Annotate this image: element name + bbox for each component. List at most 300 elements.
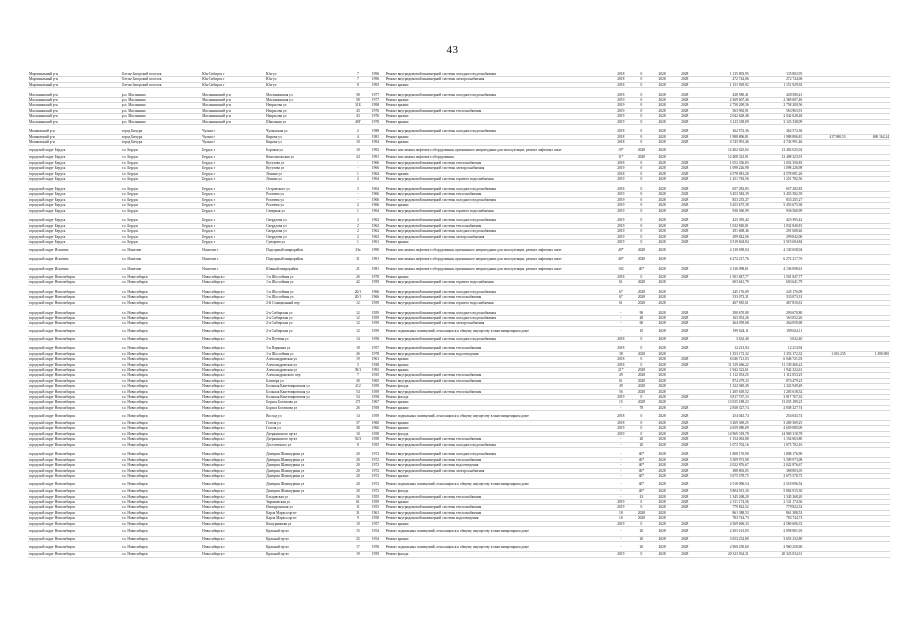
table-cell: г.о. Новосибирск [121, 395, 201, 400]
table-cell: 2019 [609, 521, 632, 526]
table-cell: Свердлова ул [265, 223, 350, 228]
table-cell: 4 743 991,46 [750, 140, 804, 145]
table-cell: 0 [632, 166, 651, 171]
table-cell: 2028 [651, 500, 674, 505]
table-cell: 10* [609, 145, 632, 155]
table-cell: 1954 [366, 527, 385, 537]
table-cell: Маслянинский р-н [201, 103, 265, 108]
table-cell: 3 269 369,25 [750, 421, 804, 426]
table-cell: 14 [350, 411, 366, 421]
table-cell: 1-я Шоссейная ул [265, 290, 350, 295]
table-cell: Ремонт крыши [385, 521, 610, 526]
table-cell: 16 [609, 516, 632, 521]
table-cell: г.о. Бердск [121, 145, 201, 155]
table-cell: 2028 [651, 255, 674, 265]
table-cell: 2019 [609, 166, 632, 171]
table-cell: 2028 [673, 411, 696, 421]
table-cell: 2028 [673, 437, 696, 442]
table-cell: Ремонт фасада [385, 384, 610, 389]
table-cell: городской округ Новосибирск [28, 510, 121, 515]
table-cell: 2028 [651, 474, 674, 479]
table-cell: 1966 [366, 160, 385, 165]
table-cell: 0 [632, 192, 651, 197]
table-cell: 0 [632, 421, 651, 426]
table-cell: 425 395,42 [750, 218, 804, 223]
table-cell: 1-я Шоссейная ул [265, 274, 350, 279]
table-cell: 1 073 702,16 [696, 442, 750, 447]
table-cell: Ремонт подвальных помещений, относящихся к общему имуществу в многоквартирном доме [385, 479, 610, 489]
table-cell: городской округ Новосибирск [28, 400, 121, 405]
table-cell: 2 758 200,56 [696, 103, 750, 108]
table-cell: 0 [632, 114, 651, 119]
table-cell: городской округ Новосибирск [28, 426, 121, 431]
table-cell: 11* [609, 155, 632, 160]
table-cell: 2028 [651, 234, 674, 239]
table-cell: 2 [350, 234, 366, 239]
table-cell: 603 641,79 [750, 280, 804, 285]
table-cell: 2019 [609, 98, 632, 103]
table-cell: - [609, 442, 632, 447]
table-cell: 20 [350, 463, 366, 468]
table-cell: 2028 [651, 160, 674, 165]
table-cell: 1 988 806,81 [750, 134, 804, 139]
table-cell: Ремонт подвальных помещений, относящихся к общему имуществу в многоквартирном доме [385, 326, 610, 336]
table-cell: Маслянинский р-н [201, 98, 265, 103]
table-cell: 1 942 322,61 [696, 367, 750, 372]
table-cell: Некрасова ул [265, 103, 350, 108]
table-cell: Маргинальный р-н [28, 72, 121, 77]
table-cell: 3 632,40 [696, 336, 750, 341]
table-cell: 254 043,74 [696, 411, 750, 421]
table-cell: 1993 [366, 82, 385, 87]
table-cell: 5 804 915,30 [696, 489, 750, 494]
table-cell: городской округ Бердск [28, 166, 121, 171]
table-cell: 779 822,52 [696, 505, 750, 510]
table-cell: - [609, 463, 632, 468]
table-cell: городской округ Новосибирск [28, 290, 121, 295]
table-cell [673, 255, 696, 265]
table-cell: городской округ Новосибирск [28, 405, 121, 410]
table-cell: 1996 [366, 72, 385, 77]
table-cell: 3 509 973,08 [750, 457, 804, 462]
table-cell: г.о. Новосибирск [121, 336, 201, 341]
table-cell: р.п. Маслянино [121, 103, 201, 108]
table-cell: Ремонт крыши [385, 421, 610, 426]
table-cell: 61 [609, 378, 632, 383]
table-cell: Новосибирск г [201, 463, 265, 468]
table-cell: 2028 [651, 145, 674, 155]
table-cell: г.о. Новосибирск [121, 474, 201, 479]
table-cell: 254 043,74 [750, 411, 804, 421]
table-cell: Ремонт или замена лифтового оборудования, признанного непригодным для эксплуатации, ремонт лифтовых шахт [385, 245, 610, 255]
table-cell: Свердлова ул [265, 229, 350, 234]
table-cell: Ремонт крыши [385, 119, 610, 124]
table-cell: 3 632,40 [750, 336, 804, 341]
table-cell: 1961 [366, 357, 385, 362]
table-cell: Ремонт внутридомовой инженерной системы холодного водоснабжения [385, 187, 610, 192]
table-cell: Чулым г [201, 140, 265, 145]
table-cell: 1 112 053,25 [750, 373, 804, 378]
table-cell: Олтон-Загорский поселок [121, 72, 201, 77]
table-cell: 1960 [366, 426, 385, 431]
table-cell: 2 960 250,60 [696, 542, 750, 552]
table-cell: Дмитрия Шамшурина ул [265, 489, 350, 494]
table-cell: 12 213,94 [696, 346, 750, 351]
table-cell: 3 453 582,39 [750, 192, 804, 197]
table-cell: 2028 [673, 98, 696, 103]
table-cell: Ремонт внутридомовой инженерной системы холодного водоснабжения [385, 129, 610, 134]
table-cell: 31Б [350, 103, 366, 108]
table-cell: 0 [632, 140, 651, 145]
table-cell: Ремонт крыши [385, 426, 610, 431]
table-cell: Мошковский р-н [28, 129, 121, 134]
table-cell: 1958 [366, 516, 385, 521]
table-cell: 2 [350, 203, 366, 208]
table-cell: городской округ Новосибирск [28, 463, 121, 468]
table-cell: городской округ Новосибирск [28, 494, 121, 499]
table-cell: Кутузова ул [265, 160, 350, 165]
table-cell: 2028 [651, 229, 674, 234]
table-cell: 2028 [651, 336, 674, 341]
table-cell: Ремонт внутридомовой инженерной системы водоотведения [385, 351, 610, 356]
table-cell: Ремонт внутридомовой инженерной системы теплоснабжения [385, 108, 610, 113]
table-cell: г.о. Новосибирск [121, 542, 201, 552]
table-cell: городской округ Новосибирск [28, 373, 121, 378]
table-cell: 2028 [673, 468, 696, 473]
table-cell: 2019 [609, 114, 632, 119]
table-cell: 2018 [609, 362, 632, 367]
table-cell: 2028 [632, 290, 651, 295]
table-cell: Новосибирск г [201, 468, 265, 473]
table-cell: Гоголя ул [265, 421, 350, 426]
table-cell: 2018 [609, 187, 632, 192]
table-cell: г.о. Новосибирск [121, 384, 201, 389]
table-cell: Дмитрия Шамшурина ул [265, 452, 350, 457]
table-cell: г.о. Новосибирск [121, 357, 201, 362]
table-cell: г.о. Новосибирск [121, 378, 201, 383]
table-cell: 3 675 578,75 [696, 474, 750, 479]
table-cell: Ремонт внутридомовой инженерной системы горячего водоснабжения [385, 177, 610, 182]
table-cell: Ремонт внутридомовой инженерной системы холодного водоснабжения [385, 452, 610, 457]
table-cell: г.о. Бердск [121, 166, 201, 171]
table-cell: 21* [609, 367, 632, 372]
table-cell: 2028 [651, 77, 674, 82]
table-cell: Островского ул [265, 187, 350, 192]
table-cell: 1 251 782,56 [750, 177, 804, 182]
table-cell: г.о. Новосибирск [121, 421, 201, 426]
table-cell: Новосибирск г [201, 357, 265, 362]
table-cell: 2028 [651, 421, 674, 426]
table-cell: 2028 [673, 114, 696, 119]
table-cell: Новосибирск г [201, 479, 265, 489]
table-cell: 49 [609, 384, 632, 389]
table-row [28, 326, 890, 336]
table-cell: 2028 [673, 264, 696, 274]
table-cell: 2 960 250,60 [750, 542, 804, 552]
table-cell: 11 139 466,22 [750, 362, 804, 367]
table-cell: 2-й Станционный пер [265, 300, 350, 305]
table-cell: г.о. Новосибирск [121, 389, 201, 394]
table-cell: 388 803,05 [750, 468, 804, 473]
table-cell: 1967 [366, 400, 385, 405]
table-cell: 1 490 000 [847, 351, 890, 356]
table-cell: Олтон-Загорский поселок [121, 82, 201, 87]
table-cell: 1958 [366, 431, 385, 436]
table-cell: Ремонт фасада [385, 395, 610, 400]
table-cell: Маслянинский р-н [28, 103, 121, 108]
table-cell: Юн-ул [265, 72, 350, 77]
table-cell: Восход ул [265, 411, 350, 421]
table-cell: Красный пр-кт [265, 536, 350, 541]
table-cell: - [350, 192, 366, 197]
table-cell: городской округ Новосибирск [28, 378, 121, 383]
table-cell: 2028 [673, 457, 696, 462]
table-cell: 1981 [366, 264, 385, 274]
table-cell: 0 [632, 160, 651, 165]
table-cell: Ремонт крыши [385, 203, 610, 208]
table-cell: 2028 [673, 208, 696, 213]
table-cell: Бердск г [201, 203, 265, 208]
table-cell: 4 130 658,04 [750, 245, 804, 255]
table-cell: 2028 [632, 300, 651, 305]
table-cell: 6 272 217,76 [696, 255, 750, 265]
table-cell: 2028 [673, 311, 696, 316]
table-cell: Ремонт крыши [385, 357, 610, 362]
table-cell: Ремонт внутридомовой инженерной системы холодного водоснабжения [385, 72, 610, 77]
table-cell: 264 059,68 [750, 321, 804, 326]
table-cell: Ремонт подвальных помещений, относящихся к общему имуществу в многоквартирном доме [385, 411, 610, 421]
table-cell: Красный пр-кт [265, 542, 350, 552]
table-cell: Новосибирск г [201, 421, 265, 426]
table-cell: 861 388,53 [750, 510, 804, 515]
table-cell: 1 205 618,52 [750, 389, 804, 394]
table-cell: 1959 [366, 321, 385, 326]
table-cell: Новосибирск г [201, 280, 265, 285]
table-cell: Достоевского ул [265, 442, 350, 447]
table-cell: 2028 [651, 536, 674, 541]
table-cell [803, 479, 846, 489]
table-cell: 1994 [366, 140, 385, 145]
table-cell: 40* [632, 474, 651, 479]
table-cell: 10 [350, 145, 366, 155]
table-cell: - [350, 160, 366, 165]
table-cell: 61 [609, 280, 632, 285]
table-cell [847, 542, 890, 552]
table-cell: Свердлова ул [265, 218, 350, 223]
table-cell: 1978 [366, 274, 385, 279]
table-cell: 5 804 915,30 [750, 489, 804, 494]
table-cell: г.о. Новосибирск [121, 311, 201, 316]
table-cell: городской округ Новосибирск [28, 431, 121, 436]
table-cell: Новосибирск г [201, 489, 265, 494]
table-cell: р.п. Маслянино [121, 108, 201, 113]
table-cell: 199 624,11 [750, 326, 804, 336]
table-cell: г.о. Новосибирск [121, 326, 201, 336]
table-cell: Новосибирск г [201, 426, 265, 431]
table-cell: Искитим г [201, 255, 265, 265]
table-cell: 1977 [366, 98, 385, 103]
table-cell: 20 323 034,31 [750, 552, 804, 557]
table-cell: 833 255,27 [750, 197, 804, 202]
table-cell [847, 245, 890, 255]
table-cell: 35/3 [350, 437, 366, 442]
table-cell: 1 032 840,81 [750, 223, 804, 228]
table-cell: Ремонт или замена лифтового оборудования, признанного непригодным для эксплуатации, ремонт лифтовых шахт [385, 255, 610, 265]
table-cell: городской округ Бердск [28, 234, 121, 239]
table-cell: - [609, 527, 632, 537]
table-cell: г.о. Новосибирск [121, 457, 201, 462]
table-cell: 1959 [366, 384, 385, 389]
table-cell: 1960 [366, 421, 385, 426]
table-cell: 0 [632, 98, 651, 103]
table-cell [847, 411, 890, 421]
table-cell: 2 042 628,48 [750, 114, 804, 119]
table-cell: 3 817 767,33 [696, 395, 750, 400]
table-cell: 20 [350, 474, 366, 479]
table-cell: 1 052 356,83 [696, 160, 750, 165]
table-cell: 2028 [651, 187, 674, 192]
table-cell [803, 255, 846, 265]
table-cell: 2028 [651, 494, 674, 499]
table-cell: 39/1 [350, 367, 366, 372]
table-cell: 4 136 098,61 [696, 264, 750, 274]
table-cell: г.о. Новосибирск [121, 400, 201, 405]
table-cell: 2028 [673, 187, 696, 192]
table-cell: 1-я Шоссейная ул [265, 295, 350, 300]
table-cell: г.о. Искитим [121, 245, 201, 255]
table-cell: 0 [632, 552, 651, 557]
table-cell: 2028 [632, 280, 651, 285]
table-cell: 2028 [673, 166, 696, 171]
table-cell: 783 744,73 [750, 516, 804, 521]
table-cell: Чулым г [201, 129, 265, 134]
table-cell: Ремонт крыши [385, 500, 610, 505]
table-cell: 20 323 034,31 [696, 552, 750, 557]
table-cell: 2028 [651, 479, 674, 489]
table-cell: 2028 [673, 552, 696, 557]
table-cell: 1964 [366, 171, 385, 176]
table-cell: город Бичура [121, 129, 201, 134]
table-cell: 2028 [651, 321, 674, 326]
table-cell: 2028 [632, 400, 651, 405]
table-cell: 26 [350, 351, 366, 356]
table-cell: Рогачева ул [265, 192, 350, 197]
table-cell: 779 822,52 [750, 505, 804, 510]
table-cell: Ремонт внутридомовой инженерной системы теплоснабжения [385, 437, 610, 442]
table-cell: 2 022 876,67 [696, 463, 750, 468]
table-cell: Мошковский р-н [28, 134, 121, 139]
table-cell: Некрасова ул [265, 114, 350, 119]
table-cell: 14 969 318,78 [750, 431, 804, 436]
table-cell: г.о. Новосибирск [121, 527, 201, 537]
table-cell: 42 [350, 280, 366, 285]
table-cell: 1976 [366, 114, 385, 119]
table-cell: 1958 [366, 395, 385, 400]
table-cell: 1978 [366, 351, 385, 356]
table-cell: Бердск г [201, 145, 265, 155]
table-cell: 2028 [673, 542, 696, 552]
table-cell: 2028 [632, 351, 651, 356]
table-cell: 290 670,80 [750, 311, 804, 316]
table-cell: 1 353 172,32 [696, 351, 750, 356]
table-cell: 6 046 721,03 [750, 357, 804, 362]
table-cell: 1959 [366, 389, 385, 394]
table-cell: г.о. Новосибирск [121, 367, 201, 372]
table-cell: городской округ Новосибирск [28, 516, 121, 521]
table-cell: 1955 [366, 505, 385, 510]
table-cell: 2 758 200,56 [750, 103, 804, 108]
table-cell: Новосибирск г [201, 373, 265, 378]
repair-schedule-table [28, 72, 890, 558]
table-cell: 1966 [366, 290, 385, 295]
table-cell: Кошурникова ул [265, 521, 350, 526]
table-cell: Маслянинский р-н [201, 108, 265, 113]
table-cell: г.о. Искитим [121, 255, 201, 265]
table-cell: 0 [632, 426, 651, 431]
table-cell: Новосибирск г [201, 442, 265, 447]
table-cell: 6 272 217,76 [750, 255, 804, 265]
table-cell [673, 145, 696, 155]
table-cell: Ремонт подвальных помещений, относящихся к общему имуществу в многоквартирном доме [385, 527, 610, 537]
table-cell: 61 [350, 500, 366, 505]
table-cell: 1958 [366, 437, 385, 442]
table-cell: 18 [350, 346, 366, 351]
table-cell: 2018 [609, 346, 632, 351]
table-cell: 2028 [651, 489, 674, 494]
table-cell: 40* [632, 264, 651, 274]
table-cell: 2028 [673, 494, 696, 499]
table-cell: - [609, 536, 632, 541]
table-cell: г.о. Новосибирск [121, 494, 201, 499]
table-cell: Ремонт внутридомовой инженерной системы водоотведения [385, 516, 610, 521]
table-cell: р.п. Маслянино [121, 98, 201, 103]
table-cell: 54 [350, 389, 366, 394]
table-cell: 40* [609, 255, 632, 265]
table-cell: Ремонт внутридомовой инженерной системы теплоснабжения [385, 389, 610, 394]
table-cell: 1998 [366, 103, 385, 108]
table-cell: 1991 [366, 255, 385, 265]
table-cell: 1959 [366, 500, 385, 505]
table-cell: 40* [609, 245, 632, 255]
table-cell: - [609, 321, 632, 326]
table-cell: Ремонт внутридомовой инженерной системы водоотведения [385, 463, 610, 468]
table-cell: г.о. Новосибирск [121, 505, 201, 510]
table-cell: 2019 [609, 208, 632, 213]
table-cell: 2028 [673, 82, 696, 87]
table-cell: 299 842,06 [750, 234, 804, 239]
table-cell: 20 [632, 536, 651, 541]
table-cell: 58 [350, 93, 366, 98]
table-cell: Ремонт внутридомовой инженерной системы холодного водоснабжения [385, 442, 610, 447]
table-cell: 1 [350, 171, 366, 176]
table-cell: 2 203 161,03 [696, 527, 750, 537]
table-cell: 1972 [366, 452, 385, 457]
table-cell: 163 052,26 [750, 315, 804, 320]
table-cell: Маслянинский р-н [28, 98, 121, 103]
table-cell: 425 395,42 [696, 218, 750, 223]
table-cell: 1958 [366, 405, 385, 410]
table-cell: Суворова ул [265, 239, 350, 244]
table-cell: 2028 [651, 378, 674, 383]
table-cell [847, 552, 890, 557]
table-cell: г.о. Новосибирск [121, 351, 201, 356]
table-cell: Ремонт внутридомовой инженерной системы теплоснабжения [385, 494, 610, 499]
table-cell: г.о. Бердск [121, 192, 201, 197]
table-cell: г.о. Новосибирск [121, 290, 201, 295]
table-row [28, 245, 890, 255]
table-cell: городской округ Бердск [28, 171, 121, 176]
table-cell: Юн-Сибирск г [201, 77, 265, 82]
